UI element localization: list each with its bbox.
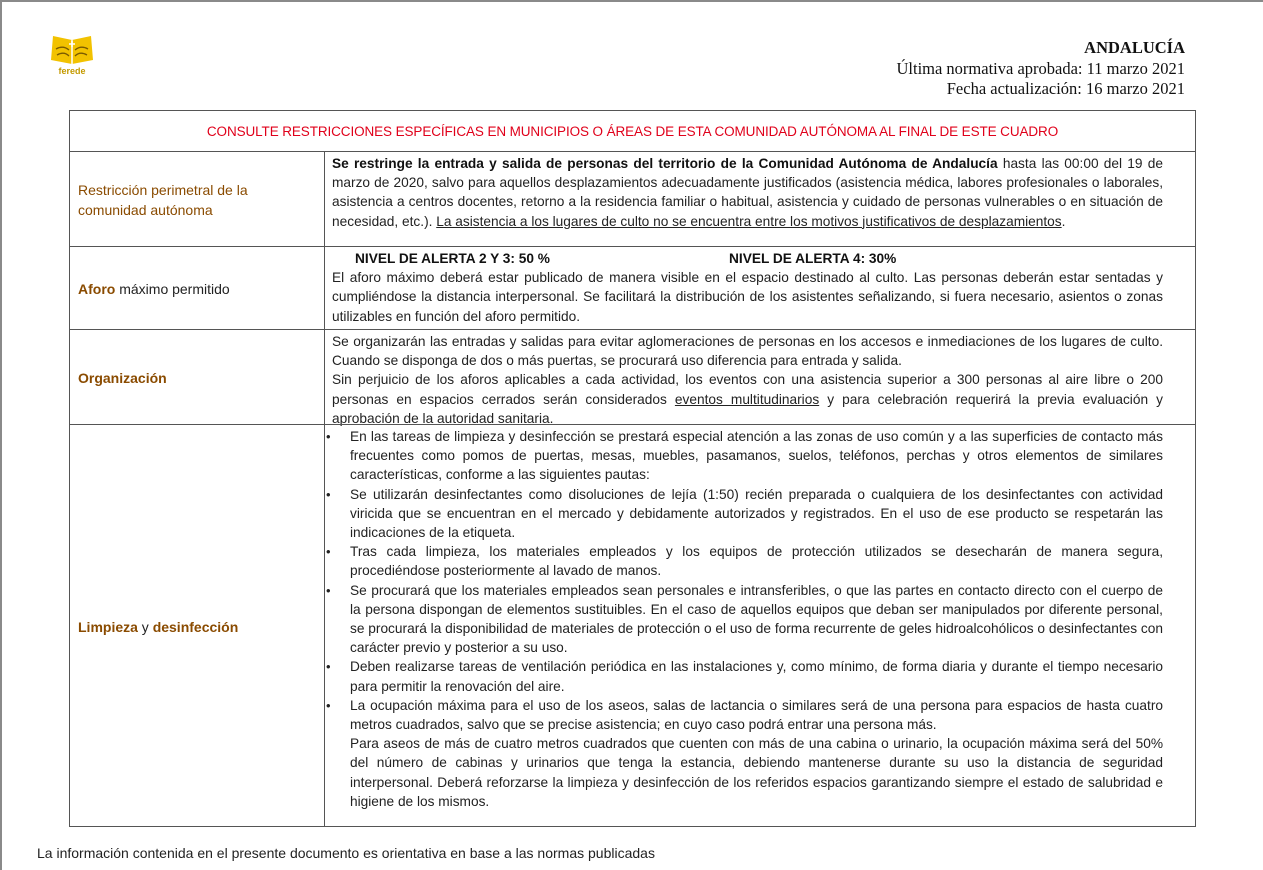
organizacion-p1: Se organizarán las entradas y salidas para evitar aglomeraciones de personas en los accesos e inmediaciones de los lugares de culto. Cuando se disponga de dos o más puertas, se procurará uso diferencia para entrada y salida. [332, 334, 1163, 369]
perimetral-text: hasta las 00:00 del 19 de marzo de 2020, salvo para aquellos desplazamientos adecuadamente justificados (asistencia médica, labores profesionales o laborales, asistencia a centros docentes, retorno a la residencia familiar o habitual, asistencia y cuidado de personas vulnerables o en situación de necesidad, etc.). [332, 156, 1164, 229]
bullet-item: • Se procurará que los materiales empleados sean personales e intransferibles, o que las partes en contacto directo con el cuerpo de la persona dispongan de elementos sustituibles. En el caso de aquellos equipos que deban ser manipulados por diferente personal, se procurará la disponibilidad de materiales de protección o el uso de forma recurrente de geles hidroalcohólicos o desinfectantes con carácter previo y posterior a su uso. [326, 582, 1163, 656]
row-label-organizacion: Organización [78, 369, 167, 386]
row-aforo [70, 246, 1195, 330]
perimetral-underlined: La asistencia a los lugares de culto no se encuentra entre los motivos justificativos de desplazamientos [436, 213, 1062, 229]
region-title: ANDALUCÍA [1084, 38, 1185, 57]
limpieza-bullets [324, 427, 1163, 734]
bullet-item: • Tras cada limpieza, los materiales empleados y los equipos de protección utilizados se desecharán de manera segura, procediéndose posteriormente al lavado de manos. [326, 544, 1163, 579]
row-perimetral [70, 151, 1195, 247]
alert-level-4: NIVEL DE ALERTA 4: 30% [729, 251, 897, 266]
row-content-perimetral: Se restringe la entrada y salida de personas del territorio de la Comunidad Autónoma de Andalucía hasta las 00:00 del 19 de marzo de 2020, salvo para aquellos desplazamientos adecuadamente justificados (asistencia médica, labores profesionales o laborales, asistencia a centros docentes, retorno a la residencia familiar o habitual, asistencia y cuidado de personas vulnerables o en situación de necesidad, etc.). La asistencia a los lugares de culto no se encuentra entre los motivos justificativos de desplazamientos. [332, 156, 1164, 229]
alert-levels [332, 249, 1163, 268]
row-content-limpieza [324, 427, 1163, 811]
ferede-logo-icon [47, 32, 97, 66]
row-content-organizacion [332, 332, 1163, 428]
bullet-item: • En las tareas de limpieza y desinfección se prestará especial atención a las zonas de uso común y a las superficies de contacto más frecuentes como pomos de puertas, mesas, muebles, pasamanos, suelos, teléfonos, perchas y otros elementos de similares características, conforme a las siguientes pautas: [326, 429, 1163, 483]
page-top-border [0, 0, 1263, 2]
row-organizacion [70, 329, 1195, 425]
eventos-multitudinarios: eventos multitudinarios [674, 391, 820, 407]
row-label-limpieza: Limpieza y desinfección [78, 618, 239, 635]
alert-level-2-3: NIVEL DE ALERTA 2 Y 3: 50 % [355, 251, 550, 266]
aforo-text: El aforo máximo deberá estar publicado de manera visible en el espacio destinado al culto. Las personas deberán estar sentadas y cumpliéndose la distancia interpersonal. Se facilitará la distribución de los asistentes señalizando, si fuera necesario, asientos o zonas utilizables en función del aforo permitido. [332, 270, 1163, 324]
row-content-aforo [332, 249, 1163, 326]
last-regulation-date: Última normativa aprobada: 11 marzo 2021 [896, 58, 1185, 78]
ferede-logo [47, 32, 97, 82]
organizacion-p2: Sin perjuicio de los aforos aplicables a cada actividad, los eventos con una asistencia superior a 300 personas al aire libre o 200 personas en espacios cerrados serán considerados eventos multitudinarios y para celebración requerirá la previa evaluación y aprobación de la autoridad sanitaria. [332, 372, 1163, 426]
bullet-item: • Deben realizarse tareas de ventilación periódica en las instalaciones y, como mínimo, de forma diaria y durante el tiempo necesario para permitir la renovación del aire. [326, 659, 1163, 694]
aseos-extra-text: Para aseos de más de cuatro metros cuadrados que cuenten con más de una cabina o urinario, la ocupación máxima será del 50% del número de cabinas y urinarios que tenga la estancia, debiendo mantenerse durante su uso la distancia de seguridad interpersonal. Deberá reforzarse la limpieza y desinfección de los referidos espacios garantizando siempre el estado de salubridad e higiene de los mismos. [350, 736, 1163, 809]
row-label-aforo: Aforo máximo permitido [78, 280, 230, 297]
row-limpieza [70, 424, 1195, 828]
page-left-border [0, 0, 2, 870]
perimetral-bold: Se restringe la entrada y salida de personas del territorio de la Comunidad Autónoma de Andalucía [332, 156, 998, 171]
update-date: Fecha actualización: 16 marzo 2021 [946, 79, 1185, 98]
restrictions-table [69, 110, 1196, 827]
logo-text: ferede [58, 66, 86, 76]
row-label-perimetral: Restricción perimetral de la comunidad autónoma [78, 181, 248, 218]
bullet-item: • La ocupación máxima para el uso de los aseos, salas de lactancia o similares será de una persona para espacios de hasta cuatro metros cuadrados, salvo que se precise asistencia; en cuyo caso podrá entrar una persona más. [326, 697, 1163, 733]
document-header [896, 38, 1185, 100]
bullet-item: • Se utilizarán desinfectantes como disoluciones de lejía (1:50) recién preparada o cualquiera de los desinfectantes con actividad viricida que se encuentran en el mercado y debidamente autorizados y registrados. En el uso de ese producto se respetarán las indicaciones de la etiqueta. [326, 486, 1163, 541]
footer-disclaimer: La información contenida en el presente documento es orientativa en base a las normas publicadas [37, 845, 655, 861]
table-banner: CONSULTE RESTRICCIONES ESPECÍFICAS EN MUNICIPIOS O ÁREAS DE ESTA COMUNIDAD AUTÓNOMA AL FINAL DE ESTE CUADRO [206, 123, 1059, 139]
